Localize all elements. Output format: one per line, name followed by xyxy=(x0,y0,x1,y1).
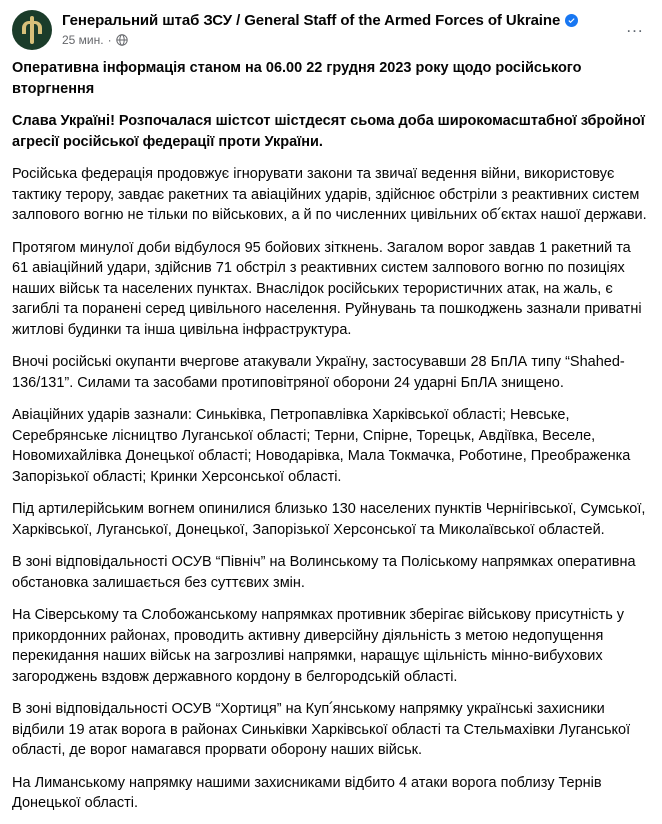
page-name-line xyxy=(62,11,620,30)
post-paragraph: Вночі російські окупанти вчергове атакували Україну, застосувавши 28 БпЛА типу “Shahed-136/131”. Силами та засобами протиповітряної оборони 24 ударні БпЛА знищено. xyxy=(12,354,625,391)
meta-separator: · xyxy=(107,33,112,47)
post-paragraph: Протягом минулої доби відбулося 95 бойових зіткнень. Загалом ворог завдав 1 ракетний та 61 авіаційний удари, здійснив 71 обстріл з реактивних систем залпового вогню по позиціях наших військ та населених пунктах. Внаслідок російських терористичних атак, на жаль, є загиблі та поранені серед цивільного населення. Руйнувань та пошкоджень зазнали приватні житлові будинки та інша цивільна інфраструктура. xyxy=(12,239,642,338)
post-paragraph: Слава Україні! Розпочалася шістсот шістдесят сьома доба широкомасштабної збройної агресії російської федерації проти України. xyxy=(12,113,645,150)
globe-icon[interactable] xyxy=(116,34,128,46)
post-paragraph: На Сіверському та Слобожанському напрямках противник зберігає військову присутність у прикордонних районах, проводить активну диверсійну діяльність з метою недопущення перекидання наших військ на загрозливі напрямки, наращує щільність мінно-вибухових загороджень вздовж державного кордону в белгородській області. xyxy=(12,607,625,685)
general-staff-emblem-icon xyxy=(21,16,43,44)
post-meta xyxy=(62,32,620,48)
post-options-button[interactable]: ... xyxy=(626,17,644,36)
page-name[interactable]: Генеральний штаб ЗСУ / General Staff of the Armed Forces of Ukraine xyxy=(62,12,561,29)
post-body xyxy=(0,52,662,824)
post-paragraph: Під артилерійським вогнем опинилися близько 130 населених пунктів Чернігівської, Сумської, Харківської, Луганської, Донецької, Запорізької Херсонської та Миколаївської областей. xyxy=(12,501,646,538)
post-paragraph: В зоні відповідальності ОСУВ “Хортиця” на Куп՛янському напрямку українські захисники відбили 19 атак ворога в районах Синьківки Харківської області та Стельмахівки Луганської області, де ворог намагався прорвати оборону наших військ. xyxy=(12,701,631,758)
post-paragraph: В зоні відповідальності ОСУВ “Північ” на Волинському та Поліському напрямках оперативна обстановка залишається без суттєвих змін. xyxy=(12,554,636,591)
post-header-text xyxy=(62,10,620,48)
post-paragraph: На Лиманському напрямку нашими захисниками відбито 4 атаки ворога поблизу Тернів Донецької області. xyxy=(12,774,602,811)
post-paragraph: Російська федерація продовжує ігнорувати закони та звичаї ведення війни, використовує тактику терору, завдає ракетних та авіаційних ударів, здійснює обстріли з реактивних систем залпового вогню не тільки по військових, а й по численних цивільних об՛єктах нашої держави. xyxy=(12,166,647,223)
post-header xyxy=(0,0,662,52)
post-paragraph: Авіаційних ударів зазнали: Синьківка, Петропавлівка Харківської області; Невське, Серебрянське лісництво Луганської області; Терни, Спірне, Торецьк, Авдіївка, Веселе, Новомихайлівка Донецької області; Новодарівка, Мала Токмачка, Роботине, Преображенка Запорізької області; Кринки Херсонської області. xyxy=(12,407,631,485)
avatar[interactable] xyxy=(12,10,52,50)
post-paragraph: Оперативна інформація станом на 06.00 22 грудня 2023 року щодо російського вторгнення xyxy=(12,60,582,97)
verified-badge-icon xyxy=(565,14,578,27)
post-timestamp[interactable]: 25 мин. xyxy=(62,33,104,47)
